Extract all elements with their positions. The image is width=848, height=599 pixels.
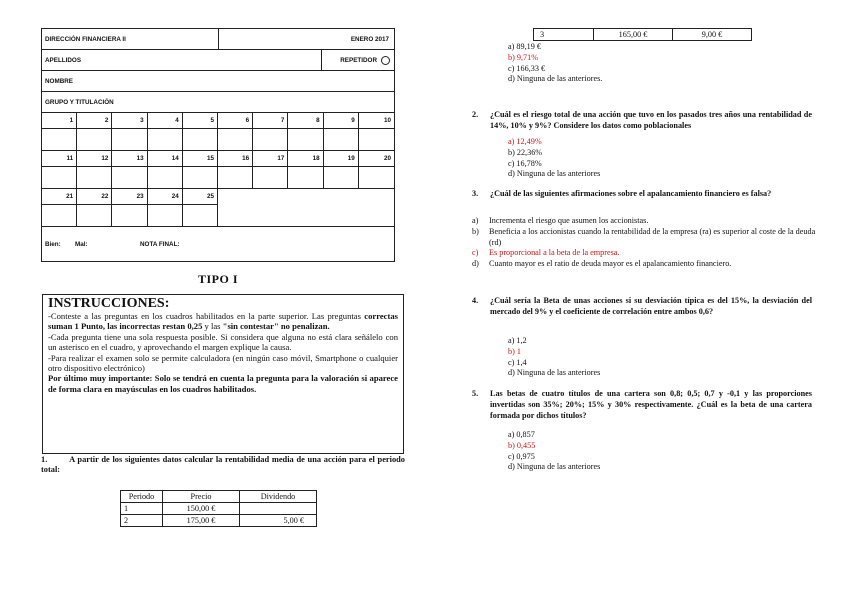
option: d) Ninguna de las anteriores bbox=[508, 368, 601, 378]
instr-text: -Conteste a las preguntas en los cuadros habilitados en la parte superior. Las preguntas bbox=[48, 311, 365, 321]
option-letter: d) bbox=[472, 259, 479, 269]
option bbox=[472, 259, 817, 270]
grid-blank bbox=[218, 189, 253, 205]
table-cell: 1 bbox=[121, 503, 163, 515]
table-header-row bbox=[121, 491, 317, 503]
answer-number: 6 bbox=[218, 113, 253, 129]
option: c) 16,78% bbox=[508, 158, 542, 168]
option: b) 22,36% bbox=[508, 147, 543, 157]
option-correct bbox=[472, 248, 817, 259]
table-cell: 3 bbox=[534, 29, 594, 41]
answer-box[interactable] bbox=[359, 129, 394, 150]
option: d) Ninguna de las anteriores. bbox=[508, 74, 603, 84]
repeater-label: REPETIDOR bbox=[340, 56, 377, 64]
answer-box[interactable] bbox=[148, 167, 183, 188]
question-text: ¿Cuál sería la Beta de unas acciones si su desviación típica es del 15%, la desviación del mercado del 9% y el coeficiente de correlación entre ambos 0,6? bbox=[490, 296, 812, 316]
option-text: Beneficia a los accionistas cuando la rentabilidad de la empresa (ra) es superior al coste de la deuda (rd) bbox=[489, 226, 816, 247]
answer-box[interactable] bbox=[112, 129, 147, 150]
answer-number: 13 bbox=[112, 151, 147, 167]
surnames-label: APELLIDOS bbox=[42, 50, 322, 70]
option: a) 89,19 € bbox=[508, 42, 541, 51]
answer-box[interactable] bbox=[183, 205, 218, 226]
instr-text: y las bbox=[202, 321, 223, 332]
instructions-p4: Por último muy importante: Solo se tendrá en cuenta la pregunta para la valoración si aparece de forma clara en mayúsculas en los cuadros habilitados. bbox=[48, 373, 398, 394]
answer-grid-1 bbox=[42, 113, 394, 151]
table-cell: 175,00 € bbox=[163, 515, 240, 527]
exam-date: ENERO 2017 bbox=[350, 35, 389, 43]
course-row bbox=[42, 29, 394, 50]
option bbox=[472, 227, 817, 249]
repeater-field[interactable] bbox=[322, 56, 394, 65]
answer-number: 25 bbox=[183, 189, 218, 205]
answer-number: 1 bbox=[42, 113, 77, 129]
table-cell: 2 bbox=[121, 515, 163, 527]
option-text: Es proporcional a la beta de la empresa. bbox=[489, 248, 620, 258]
option: d) Ninguna de las anteriores bbox=[508, 462, 601, 472]
grade-row bbox=[42, 227, 394, 261]
answer-box[interactable] bbox=[148, 205, 183, 226]
name-label: NOMBRE bbox=[45, 77, 73, 85]
question-number: 2. bbox=[472, 110, 479, 119]
answer-grid-3 bbox=[42, 189, 394, 227]
instructions-title: INSTRUCCIONES: bbox=[48, 296, 170, 311]
answer-number: 12 bbox=[77, 151, 112, 167]
question-1 bbox=[41, 455, 405, 476]
option-correct: b) 1 bbox=[508, 346, 521, 356]
answer-number: 8 bbox=[288, 113, 323, 129]
q1-data-table bbox=[120, 490, 317, 527]
answer-number: 17 bbox=[253, 151, 288, 167]
answer-box[interactable] bbox=[324, 129, 359, 150]
answer-number: 22 bbox=[77, 189, 112, 205]
instructions-p3: -Para realizar el examen solo se permite calculadora (en ningún caso móvil, Smartphone o cualquier otro dispositivo electrónico) bbox=[48, 352, 398, 374]
table-header: Dividendo bbox=[240, 491, 317, 503]
answer-number: 4 bbox=[148, 113, 183, 129]
option: c) 166,33 € bbox=[508, 63, 546, 73]
answer-number: 11 bbox=[42, 151, 77, 167]
option: d) Ninguna de las anteriores bbox=[508, 169, 601, 179]
question-text: ¿Cuál de las siguientes afirmaciones sobre el apalancamiento financiero es falsa? bbox=[490, 189, 772, 198]
option-correct: b) 0,455 bbox=[508, 440, 536, 450]
grid-blank bbox=[324, 189, 359, 205]
answer-number: 15 bbox=[183, 151, 218, 167]
question-3 bbox=[472, 189, 812, 200]
answer-number: 10 bbox=[359, 113, 394, 129]
q1-options bbox=[508, 42, 602, 85]
answer-box[interactable] bbox=[42, 205, 77, 226]
answer-box[interactable] bbox=[288, 167, 323, 188]
name-row[interactable] bbox=[42, 71, 394, 92]
question-5 bbox=[472, 389, 812, 421]
q4-options bbox=[508, 336, 600, 379]
answer-number: 20 bbox=[359, 151, 394, 167]
q5-options bbox=[508, 430, 600, 473]
instructions-p2: -Cada pregunta tiene una sola respuesta posible. Si considera que alguna no está clara señálelo con un asterisco en el cuadro, y aprovechando el margen explique la causa. bbox=[48, 331, 398, 353]
table-cell: 165,00 € bbox=[594, 29, 673, 41]
exam-header-form bbox=[41, 28, 395, 262]
answer-box[interactable] bbox=[112, 205, 147, 226]
answer-number: 9 bbox=[324, 113, 359, 129]
instr-bold: "sin contestar" no penalizan. bbox=[222, 321, 330, 332]
question-number: 5. bbox=[472, 389, 479, 398]
table-row bbox=[121, 503, 317, 515]
answer-box[interactable] bbox=[77, 205, 112, 226]
table-cell bbox=[240, 503, 317, 515]
question-text: ¿Cuál es el riesgo total de una acción que tuvo en los pasados tres años una rentabilidad de 14%, 10% y 9%? Considere los datos como poblacionales bbox=[490, 110, 812, 130]
repeater-radio[interactable] bbox=[381, 56, 390, 65]
table-header: Precio bbox=[163, 491, 240, 503]
grid-blank bbox=[359, 189, 394, 205]
question-2 bbox=[472, 110, 812, 132]
table-row bbox=[534, 29, 752, 41]
instructions-box bbox=[42, 294, 404, 454]
option: a) 0,857 bbox=[508, 430, 535, 439]
table-cell: 150,00 € bbox=[163, 503, 240, 515]
grid-blank bbox=[253, 189, 288, 205]
answer-box[interactable] bbox=[183, 129, 218, 150]
answer-number: 19 bbox=[324, 151, 359, 167]
answer-box[interactable] bbox=[359, 167, 394, 188]
answer-number: 16 bbox=[218, 151, 253, 167]
answer-number: 18 bbox=[288, 151, 323, 167]
question-number: 3. bbox=[472, 189, 479, 198]
course-name: DIRECCIÓN FINANCIERA II bbox=[42, 29, 219, 49]
answer-number: 24 bbox=[148, 189, 183, 205]
instructions-p1 bbox=[48, 311, 398, 332]
final-grade-label: NOTA FINAL: bbox=[140, 240, 180, 248]
answer-box[interactable] bbox=[218, 129, 253, 150]
answer-grid-2 bbox=[42, 151, 394, 189]
answer-box[interactable] bbox=[218, 167, 253, 188]
answer-box[interactable] bbox=[42, 167, 77, 188]
answer-number: 2 bbox=[77, 113, 112, 129]
answer-box[interactable] bbox=[253, 129, 288, 150]
answer-box[interactable] bbox=[183, 167, 218, 188]
table-cell: 5,00 € bbox=[240, 515, 317, 527]
option: c) 0,975 bbox=[508, 451, 535, 461]
option-correct: a) 12,49% bbox=[508, 137, 542, 146]
instr-bold: correctas suman 1 Punto, las incorrectas restan 0,25 bbox=[48, 311, 398, 332]
q1-data-table-cont bbox=[533, 28, 752, 41]
option-letter: b) bbox=[472, 226, 479, 236]
option-letter: c) bbox=[472, 248, 479, 258]
answer-number: 5 bbox=[183, 113, 218, 129]
option: a) 1,2 bbox=[508, 336, 527, 345]
answer-box[interactable] bbox=[148, 129, 183, 150]
answer-number: 21 bbox=[42, 189, 77, 205]
answer-box[interactable] bbox=[253, 167, 288, 188]
answer-number: 23 bbox=[112, 189, 147, 205]
surnames-row[interactable] bbox=[42, 50, 394, 71]
question-number: 4. bbox=[472, 296, 479, 305]
q2-options bbox=[508, 137, 600, 180]
answer-number: 14 bbox=[148, 151, 183, 167]
table-cell: 9,00 € bbox=[673, 29, 752, 41]
table-row bbox=[121, 515, 317, 527]
mal-label: Mal: bbox=[75, 240, 88, 248]
question-text: A partir de los siguientes datos calcular la rentabilidad media de una acción para el periodo total: bbox=[41, 455, 405, 475]
answer-box[interactable] bbox=[288, 129, 323, 150]
answer-box[interactable] bbox=[324, 167, 359, 188]
group-label: GRUPO Y TITULACIÓN bbox=[45, 98, 114, 106]
answer-box[interactable] bbox=[77, 129, 112, 150]
question-text: Las betas de cuatro títulos de una cartera son 0,8; 0,5; 0,7 y -0,1 y las proporciones invertidas son 35%; 20%; 15% y 30% respectivamente. ¿Cuál es la beta de una cartera formada por dichos títulos? bbox=[490, 389, 812, 420]
grid-blank bbox=[288, 189, 323, 205]
group-row[interactable] bbox=[42, 92, 394, 113]
option-text: Cuanto mayor es el ratio de deuda mayor es el apalancamiento financiero. bbox=[489, 259, 732, 269]
answer-box[interactable] bbox=[42, 129, 77, 150]
exam-type-title: TIPO I bbox=[197, 272, 238, 286]
option-correct: b) 9,71% bbox=[508, 52, 539, 62]
option: c) 1,4 bbox=[508, 357, 527, 367]
bien-label: Bien: bbox=[45, 240, 61, 248]
option-text: Incrementa el riesgo que asumen los accionistas. bbox=[489, 216, 649, 225]
answer-box[interactable] bbox=[77, 167, 112, 188]
option-letter: a) bbox=[472, 216, 479, 225]
answer-box[interactable] bbox=[112, 167, 147, 188]
q3-options bbox=[472, 216, 817, 270]
answer-number: 3 bbox=[112, 113, 147, 129]
question-4 bbox=[472, 296, 812, 318]
table-header: Periodo bbox=[121, 491, 163, 503]
answer-number: 7 bbox=[253, 113, 288, 129]
option bbox=[472, 216, 817, 227]
question-number: 1. bbox=[41, 455, 48, 464]
